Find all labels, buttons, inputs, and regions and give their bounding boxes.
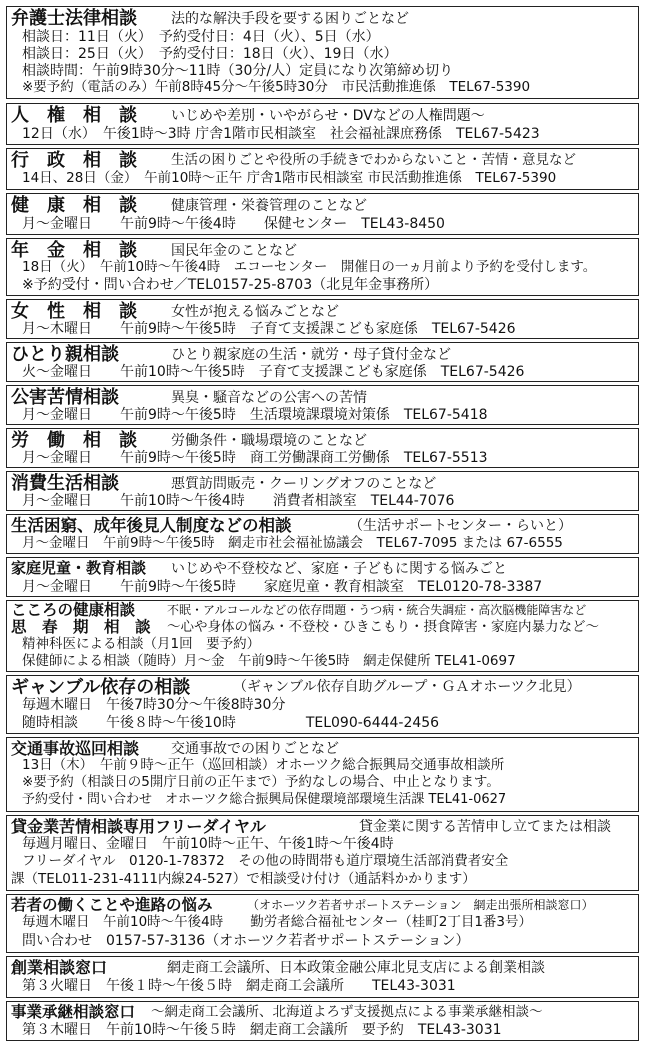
block-line: フリーダイヤル 0120-1-78372 その他の時間帯も道庁環境生活部消費者安全 (22, 853, 509, 869)
block-title: 家庭児童・教育相談 (11, 559, 147, 577)
block-desc: 交通事故での困りごとなど (171, 741, 339, 757)
block-title: 人 権 相 談 (11, 105, 137, 126)
block-title: 行 政 相 談 (11, 150, 137, 171)
block-line: 相談時間：午前9時30分～11時（30分/人）定員になり次第締め切り (22, 63, 454, 79)
block-livelihood (6, 514, 639, 554)
block-desc: 健康管理・栄養管理のことなど (171, 198, 367, 214)
block-line: 月～金曜日 午前9時～午後4時 保健センター TEL43-8450 (22, 216, 445, 232)
block-title: ギャンブル依存の相談 (11, 677, 191, 698)
block-title: 女 性 相 談 (11, 301, 137, 322)
block-youth-work (6, 894, 639, 953)
block-desc: 不眠・アルコールなどの依存問題・うつ病・統合失調症・高次脳機能障害など (167, 603, 587, 617)
block-title: こころの健康相談 (11, 601, 136, 619)
block-health (6, 193, 639, 235)
block-line: 月～金曜日 午前9時～午後5時 生活環境課環境対策係 TEL67-5418 (22, 407, 488, 423)
block-title: 弁護士法律相談 (11, 8, 137, 29)
block-desc: （オホーツク若者サポートステーション 網走出張所相談窓口） (247, 898, 594, 912)
block-moneylending (6, 815, 639, 891)
block-line: 月～金曜日 午前9時～午後5時 商工労働課商工労働係 TEL67-5513 (22, 450, 488, 466)
block-desc: 生活の困りごとや役所の手続きでわからないこと・苦情・意見など (171, 152, 576, 168)
block-title: 若者の働くことや進路の悩み (11, 896, 213, 914)
block-desc: ひとり親家庭の生活・就労・母子貸付金など (171, 347, 451, 363)
block-labor (6, 428, 639, 468)
block-traffic-accident (6, 737, 639, 812)
block-desc: 悪質訪問販売・クーリングオフのことなど (171, 476, 437, 492)
block-desc: 法的な解決手段を要する困りごとなど (171, 11, 409, 27)
block-desc: 国民年金のことなど (171, 243, 297, 259)
block-line: ※要予約（相談日の5開庁日前の正午まで）予約なしの場合、中止となります。 (22, 774, 500, 790)
block-line: 予約受付・問い合わせ オホーツク総合振興局保健環境部環境生活課 TEL41-0627 (22, 792, 507, 807)
block-line: ※予約受付・問い合わせ／TEL0157-25-8703（北見年金事務所） (22, 277, 439, 293)
block-line: 18日（火） 午前10時～午後4時 エコーセンター 開催日の一ヵ月前より予約を受付します。 (22, 259, 597, 275)
block-title: 貸金業苦情相談専用フリーダイヤル (11, 817, 266, 836)
block-administrative (6, 148, 639, 190)
block-succession (6, 1001, 639, 1041)
block-line: 毎週木曜日 午後7時30分～午後8時30分 (22, 697, 286, 713)
block-line: 13日（木） 午前９時～正午（巡回相談）オホーツク総合振興局交通事故相談所 (22, 757, 505, 773)
block-line: 月～金曜日 午前9時～午後5時 網走市社会福祉協議会 TEL67-7095 または 67-6555 (22, 535, 563, 551)
block-desc: いじめや不登校など、家庭・子どもに関する悩みごと (171, 561, 507, 577)
block-line: ※要予約（電話のみ）午前8時45分～午後5時30分 市民活動推進係 TEL67-5390 (22, 79, 531, 95)
block-desc: （生活サポートセンター・らいと） (349, 518, 573, 534)
block-desc: いじめや差別・いやがらせ・DVなどの人権問題～ (171, 108, 485, 124)
block-gambling (6, 675, 639, 734)
block-line: 第３火曜日 午後１時～午後５時 網走商工会議所 TEL43-3031 (22, 978, 456, 994)
block-women (6, 299, 639, 339)
block-consumer (6, 471, 639, 511)
block-line: 第３木曜日 午前10時～午後５時 網走商工会議所 要予約 TEL43-3031 (22, 1022, 502, 1038)
block-title-2: 思 春 期 相 談 (11, 618, 151, 636)
block-desc: 貸金業に関する苦情申し立てまたは相談 (359, 819, 611, 835)
block-line: 毎週木曜日 午前10時～午後4時 勤労者総合福祉センター（桂町2丁目1番3号） (22, 914, 532, 930)
block-line: 毎週月曜日、金曜日 午前10時～正午、午後1時～午後4時 (22, 836, 394, 852)
block-desc: 網走商工会議所、日本政策金融公庫北見支店による創業相談 (167, 960, 545, 976)
block-family-education (6, 557, 639, 597)
block-line: 火～金曜日 午前10時～午後5時 子育て支援課こども家庭係 TEL67-5426 (22, 364, 525, 380)
block-title: 創業相談窓口 (11, 958, 108, 977)
block-line: 相談日：11日（火） 予約受付日：4日（火）、5日（水） (22, 29, 380, 45)
block-line: 保健師による相談（随時）月～金 午前9時～午後5時 網走保健所 TEL41-0697 (22, 653, 516, 669)
block-line: 課（TEL011-231-4111内線24-527）で相談受け付け（通話料かかります） (11, 871, 476, 887)
block-pension (6, 238, 639, 296)
block-line: 精神科医による相談（月1回 要予約） (22, 636, 261, 652)
block-desc: 労働条件・職場環境のことなど (171, 433, 367, 449)
block-title: 公害苦情相談 (11, 387, 119, 408)
block-title: 消費生活相談 (11, 473, 119, 494)
block-lawyer (6, 6, 639, 99)
block-line: 問い合わせ 0157-57-3136（オホーツク若者サポートステーション） (22, 933, 470, 949)
block-title: 健 康 相 談 (11, 195, 137, 216)
block-desc-2: ～心や身体の悩み・不登校・ひきこもり・摂食障害・家庭内暴力など～ (167, 619, 599, 635)
block-single-parent (6, 342, 639, 382)
block-line: 14日、28日（金） 午前10時～正午 庁舎1階市民相談室 市民活動推進係 TEL67-5390 (22, 170, 557, 186)
block-line: 相談日：25日（火） 予約受付日：18日（火）、19日（水） (22, 46, 398, 62)
block-title: 事業承継相談窓口 (11, 1003, 136, 1021)
block-line: 随時相談 午後８時～午後10時 TEL090-6444-2456 (22, 715, 440, 731)
block-desc: 異臭・騒音などの公害への苦情 (171, 390, 367, 406)
block-pollution (6, 385, 639, 425)
block-title: ひとり親相談 (11, 344, 119, 365)
block-startup (6, 956, 639, 998)
block-mental-health (6, 600, 639, 672)
block-title: 労 働 相 談 (11, 430, 137, 451)
block-line: 12日（水） 午後1時～3時 庁舎1階市民相談室 社会福祉課庶務係 TEL67-5423 (22, 126, 540, 142)
block-title: 年 金 相 談 (11, 240, 137, 261)
block-line: 月～木曜日 午前9時～午後5時 子育て支援課こども家庭係 TEL67-5426 (22, 321, 516, 337)
block-title: 交通事故巡回相談 (11, 739, 140, 758)
block-line: 月～金曜日 午前9時～午後5時 家庭児童・教育相談室 TEL0120-78-3387 (22, 579, 543, 595)
block-title: 生活困窮、成年後見人制度などの相談 (11, 516, 292, 535)
block-desc: 女性が抱える悩みごとなど (171, 304, 339, 320)
block-desc: （ギャンブル依存自助グループ・ＧＡオホーツク北見） (233, 679, 581, 695)
block-human-rights (6, 103, 639, 145)
block-line: 月～金曜日 午前10時～午後4時 消費者相談室 TEL44-7076 (22, 493, 455, 509)
block-desc: ～網走商工会議所、北海道よろず支援拠点による事業承継相談～ (151, 1004, 543, 1020)
